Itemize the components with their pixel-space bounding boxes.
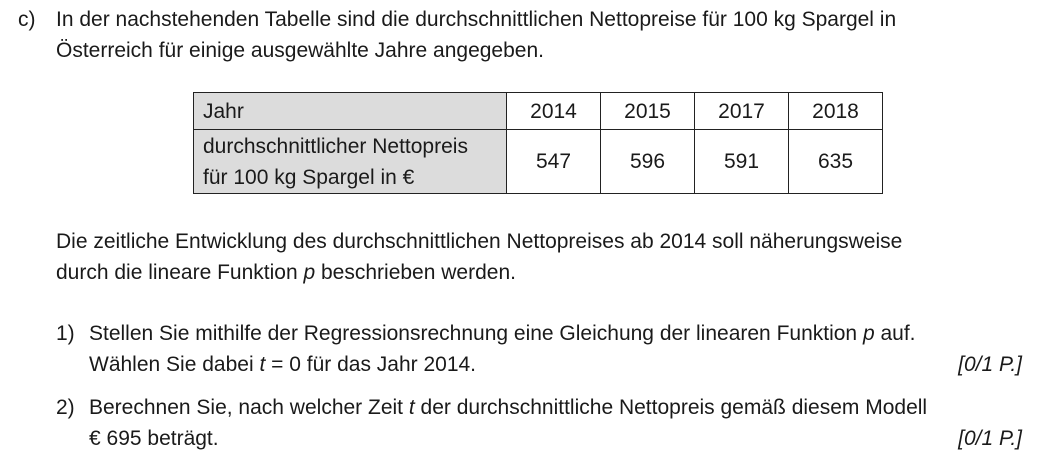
description-text: durch die lineare Funktion	[56, 261, 304, 284]
row-header-price	[194, 130, 507, 194]
row-header-year: Jahr	[194, 93, 507, 130]
time-variable: t	[259, 353, 266, 376]
intro-line-1: In der nachstehenden Tabelle sind die durchschnittlichen Nettopreise für 100 kg Spargel in	[56, 8, 897, 31]
year-cell: 2015	[601, 93, 695, 130]
subtask-2-line-2	[89, 423, 1022, 454]
description-line-1: Die zeitliche Entwicklung des durchschnittlichen Nettopreises ab 2014 soll näherungsweise	[56, 230, 903, 253]
points-label: [0/1 P.]	[958, 427, 1022, 450]
price-cell: 635	[789, 130, 883, 194]
subtask-2-line-1	[89, 392, 1022, 423]
subtask-1-line-1	[89, 318, 1022, 349]
intro-line-2: Österreich für einige ausgewählte Jahre angegeben.	[56, 39, 544, 62]
year-cell: 2017	[695, 93, 789, 130]
description-line-2	[56, 257, 1016, 288]
table-row-prices	[194, 130, 883, 194]
subtask-text: auf.	[874, 322, 916, 345]
year-cell: 2014	[507, 93, 601, 130]
task-intro	[56, 4, 1016, 66]
price-cell: 596	[601, 130, 695, 194]
subtask-text: € 695 beträgt.	[89, 427, 219, 450]
subtask-text: Berechnen Sie, nach welcher Zeit	[89, 396, 409, 419]
price-table	[193, 92, 883, 194]
subtask-number: 2)	[56, 396, 75, 419]
row-header-price-line-2: für 100 kg Spargel in €	[203, 165, 415, 189]
subtask-1	[56, 318, 1022, 380]
description	[56, 226, 1016, 288]
description-text: beschrieben werden.	[315, 261, 516, 284]
table-row-years	[194, 93, 883, 130]
subtask-text: Stellen Sie mithilfe der Regressionsrechnung eine Gleichung der linearen Funktion	[89, 322, 863, 345]
function-variable: p	[303, 261, 316, 284]
price-cell: 547	[507, 130, 601, 194]
subtask-2	[56, 392, 1022, 454]
row-header-price-line-1: durchschnittlicher Nettopreis	[203, 134, 468, 158]
function-variable: p	[862, 322, 875, 345]
price-cell: 591	[695, 130, 789, 194]
year-cell: 2018	[789, 93, 883, 130]
points-label: [0/1 P.]	[958, 353, 1022, 376]
subtask-1-line-2	[89, 349, 1022, 380]
subtask-text: Wählen Sie dabei	[89, 353, 260, 376]
subtask-number: 1)	[56, 322, 75, 345]
subtask-text: der durchschnittliche Nettopreis gemäß diesem Modell	[414, 396, 928, 419]
task-label: c)	[18, 8, 36, 31]
subtask-text: = 0 für das Jahr 2014.	[265, 353, 477, 376]
time-variable: t	[408, 396, 415, 419]
